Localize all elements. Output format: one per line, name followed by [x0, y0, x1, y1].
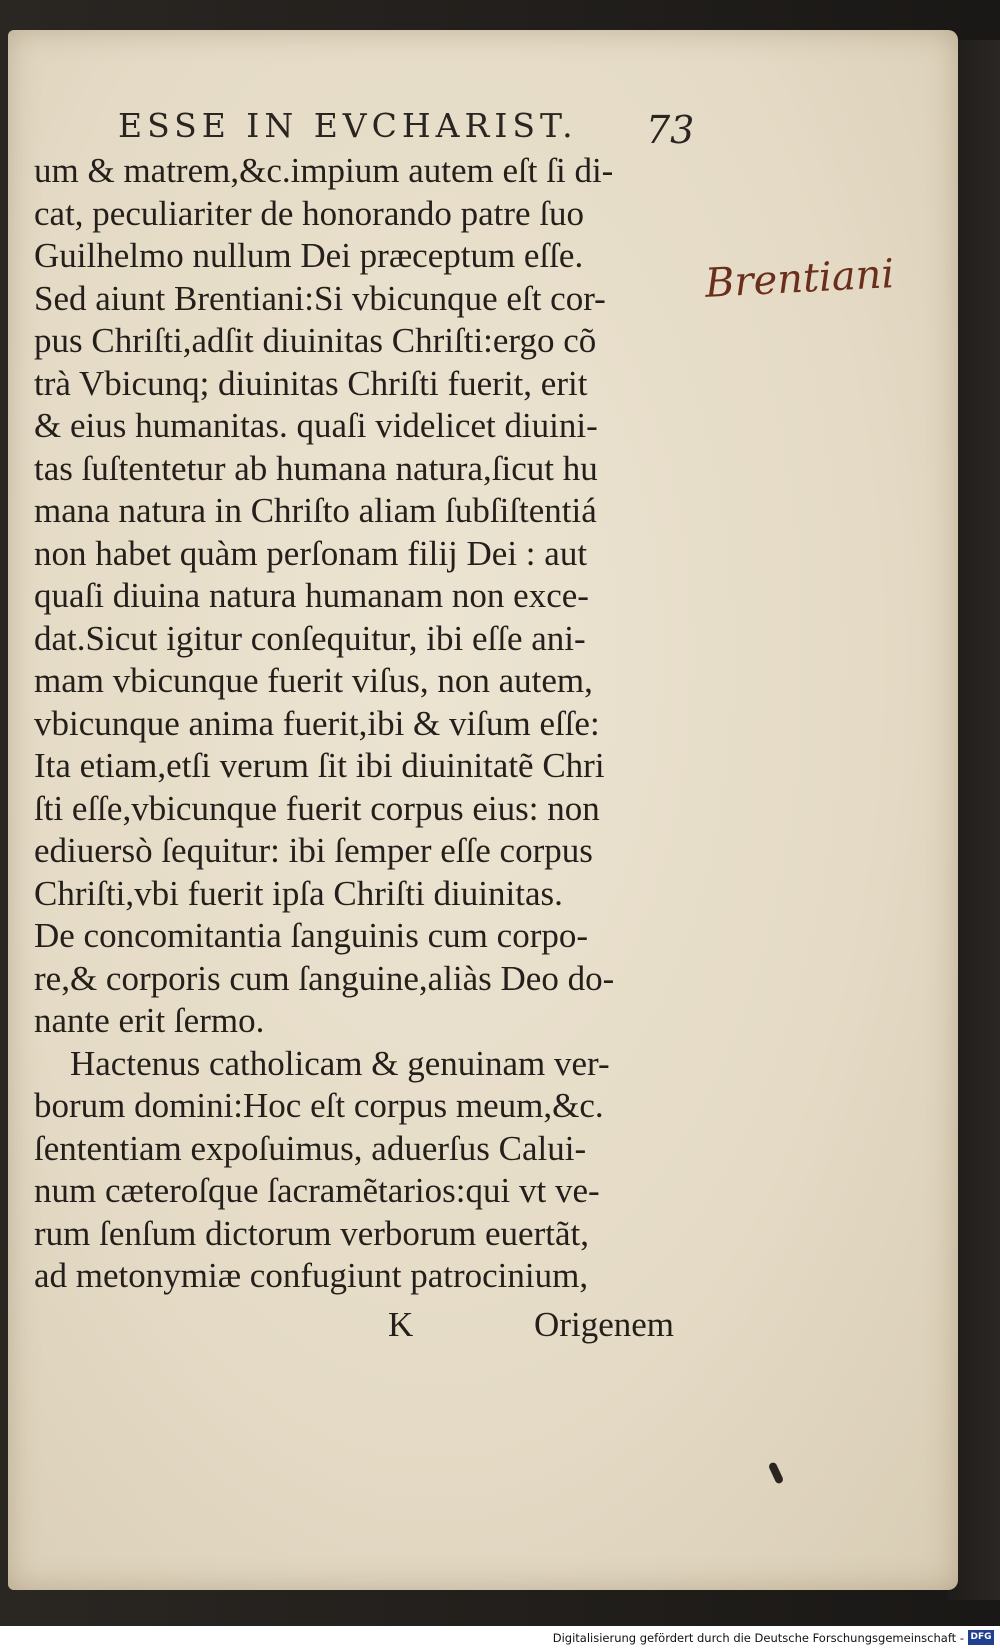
text-line: ſententiam expoſuimus, aduerſus Calui- — [34, 1128, 587, 1168]
text-line: non habet quàm perſonam filij Dei : aut — [34, 533, 588, 573]
text-line: Sed aiunt Brentiani:Si vbicunque eſt cor- — [34, 278, 606, 318]
text-line: ad metonymiæ confugiunt patrocinium, — [34, 1256, 589, 1295]
text-line: pus Chriſti,adſit diuinitas Chriſti:ergo cõ — [34, 321, 597, 360]
signature-mark: K — [388, 1305, 414, 1344]
funding-credit: Digitalisierung gefördert durch die Deutsche Forschungsgemeinschaft - — [552, 1631, 964, 1645]
paragraph-start-line: Hactenus catholicam & genuinam ver- — [70, 1043, 610, 1083]
text-line: cat, peculiariter de honorando patre ſuo — [34, 193, 585, 233]
running-title: ESSE IN EVCHARIST. — [118, 106, 578, 145]
text-line: um & matrem,&c.impium autem eſt ſi di- — [34, 151, 614, 190]
text-line: quaſi diuina natura humanam non exce- — [34, 576, 589, 615]
catchword-row — [34, 1305, 674, 1349]
dfg-logo: DFG — [968, 1630, 994, 1645]
text-line: re,& corporis cum ſanguine,aliàs Deo do- — [34, 958, 615, 998]
text-line: dat.Sicut igitur conſequitur, ibi eſſe ani- — [34, 618, 586, 658]
page-number: 73 — [646, 108, 695, 152]
text-line: vbicunque anima fuerit,ibi & viſum eſſe: — [34, 703, 600, 743]
text-line: Guilhelmo nullum Dei præceptum eſſe. — [34, 236, 584, 275]
catchword: Origenem — [534, 1305, 674, 1344]
text-line: ſti eſſe,vbicunque fuerit corpus eius: non — [34, 788, 600, 828]
text-line: Ita etiam,etſi verum ſit ibi diuinitatẽ Chri — [34, 746, 605, 785]
body-text — [34, 150, 694, 1298]
text-line: tas ſuſtentetur ab humana natura,ſicut hu — [34, 448, 598, 488]
text-line: rum ſenſum dictorum verborum euertãt, — [34, 1213, 589, 1253]
text-line: ediuersò ſequitur: ibi ſemper eſſe corpus — [34, 831, 593, 870]
text-line: & eius humanitas. quaſi videlicet diuini- — [34, 406, 598, 445]
text-line: num cæteroſque ſacramẽtarios:qui vt ve- — [34, 1171, 600, 1210]
page-header — [118, 100, 718, 150]
text-line: mam vbicunque fuerit viſus, non autem, — [34, 661, 593, 700]
text-line: nante erit ſermo. — [34, 1001, 265, 1040]
handwritten-marginal-note: Brentiani — [703, 251, 896, 307]
text-line: trà Vbicunq; diuinitas Chriſti fuerit, erit — [34, 363, 588, 403]
digitization-footer — [0, 1626, 1000, 1650]
text-line: mana natura in Chriſto aliam ſubſiſtentiá — [34, 491, 597, 530]
text-line: Chriſti,vbi fuerit ipſa Chriſti diuinitas. — [34, 873, 563, 913]
text-line: borum domini:Hoc eſt corpus meum,&c. — [34, 1086, 604, 1125]
text-line: De concomitantia ſanguinis cum corpo- — [34, 916, 589, 955]
